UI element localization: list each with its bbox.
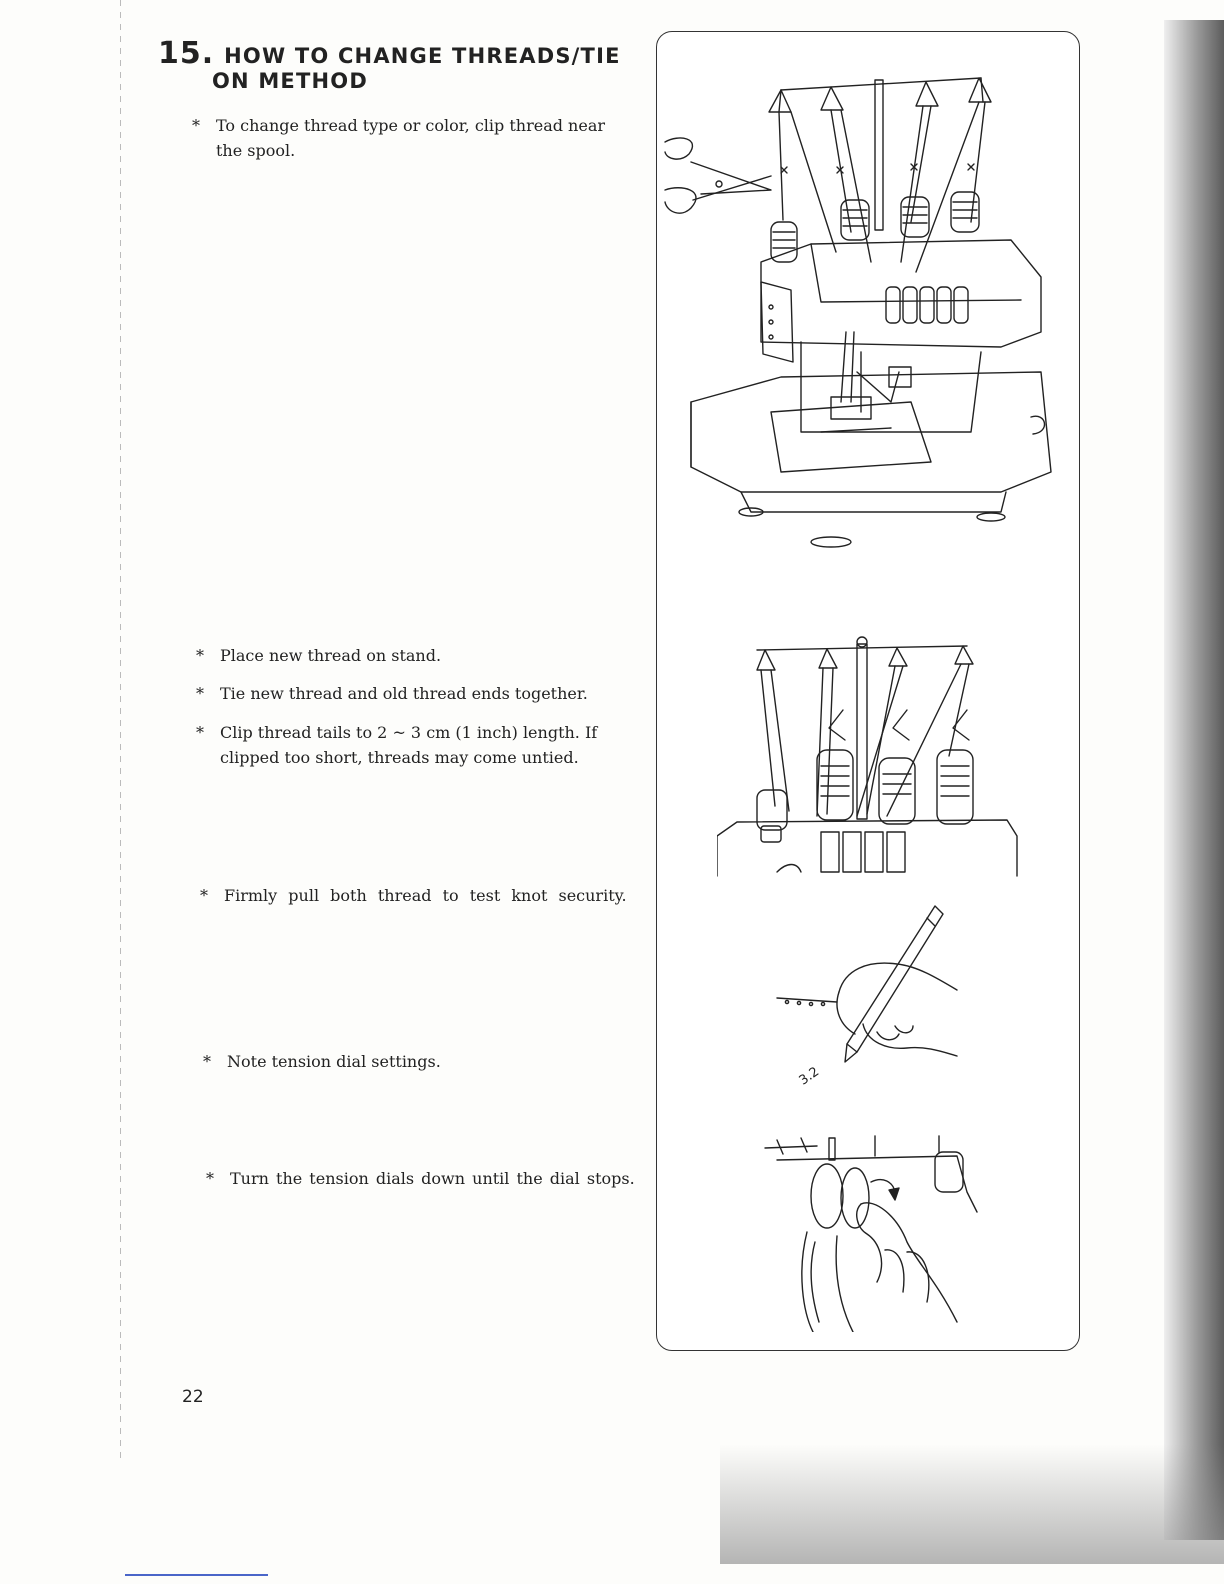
- hand-icon: [837, 963, 957, 1056]
- turn-dials-illustration: [757, 1132, 997, 1332]
- bullet-star: *: [196, 646, 204, 665]
- section-title-line2: ON METHOD: [212, 69, 368, 93]
- arrow-icon: [871, 1180, 899, 1200]
- spool-icon: [757, 790, 787, 830]
- thread-tie-illustration: [717, 636, 1037, 886]
- section-heading: [158, 36, 621, 93]
- bullet-star: *: [200, 886, 208, 905]
- illustration-panel: [656, 31, 1080, 1351]
- tension-dial-icon: [811, 1164, 869, 1228]
- step-text: Clip thread tails to 2 ~ 3 cm (1 inch) length. If: [220, 723, 598, 742]
- binding-edge: [120, 0, 121, 1460]
- step-turn-dials: [206, 1166, 635, 1191]
- step-text: Turn the tension dials down until the dial stops.: [230, 1169, 635, 1188]
- scan-shadow: [1164, 20, 1224, 1540]
- bullet-star: *: [196, 684, 204, 703]
- dial-note-label: 3.2: [796, 1064, 823, 1089]
- spool-icon: [937, 750, 973, 824]
- step-text: Place new thread on stand.: [220, 646, 442, 665]
- scissors-icon: [665, 138, 771, 213]
- step-note-dials: [203, 1049, 441, 1074]
- bullet-star: *: [196, 723, 204, 742]
- bullet-star: *: [206, 1169, 214, 1188]
- spool-icon: [771, 222, 797, 262]
- section-title-line1: HOW TO CHANGE THREADS/TIE: [224, 44, 621, 68]
- serger-scissors-illustration: [661, 72, 1071, 552]
- step-text: Note tension dial settings.: [227, 1052, 441, 1071]
- note-settings-illustration: [767, 902, 977, 1092]
- hand-icon: [857, 1203, 957, 1322]
- step-place-thread: [196, 643, 441, 668]
- tension-dial-icon: [886, 287, 968, 323]
- spool-icon: [817, 750, 853, 820]
- step-text: To change thread type or color, clip thread near: [216, 116, 606, 135]
- spool-icon: [951, 192, 979, 232]
- bullet-star: *: [192, 116, 200, 135]
- spool-icon: [879, 758, 915, 824]
- step-text: Firmly pull both thread to test knot security.: [224, 886, 627, 905]
- step-pull-threads: [200, 883, 627, 908]
- bullet-star: *: [203, 1052, 211, 1071]
- step-text: the spool.: [216, 141, 296, 160]
- step-text: clipped too short, threads may come untied.: [220, 748, 579, 767]
- page-number: 22: [182, 1387, 204, 1407]
- scan-bottom-shadow: [720, 1444, 1224, 1564]
- spool-icon: [935, 1152, 963, 1192]
- step-tie-threads: [196, 681, 588, 706]
- scan-artifact-line: [125, 1574, 268, 1576]
- step-text: Tie new thread and old thread ends together.: [220, 684, 588, 703]
- step-clip-thread: [192, 113, 605, 163]
- step-clip-tails: [196, 720, 597, 770]
- section-number: 15.: [158, 36, 215, 71]
